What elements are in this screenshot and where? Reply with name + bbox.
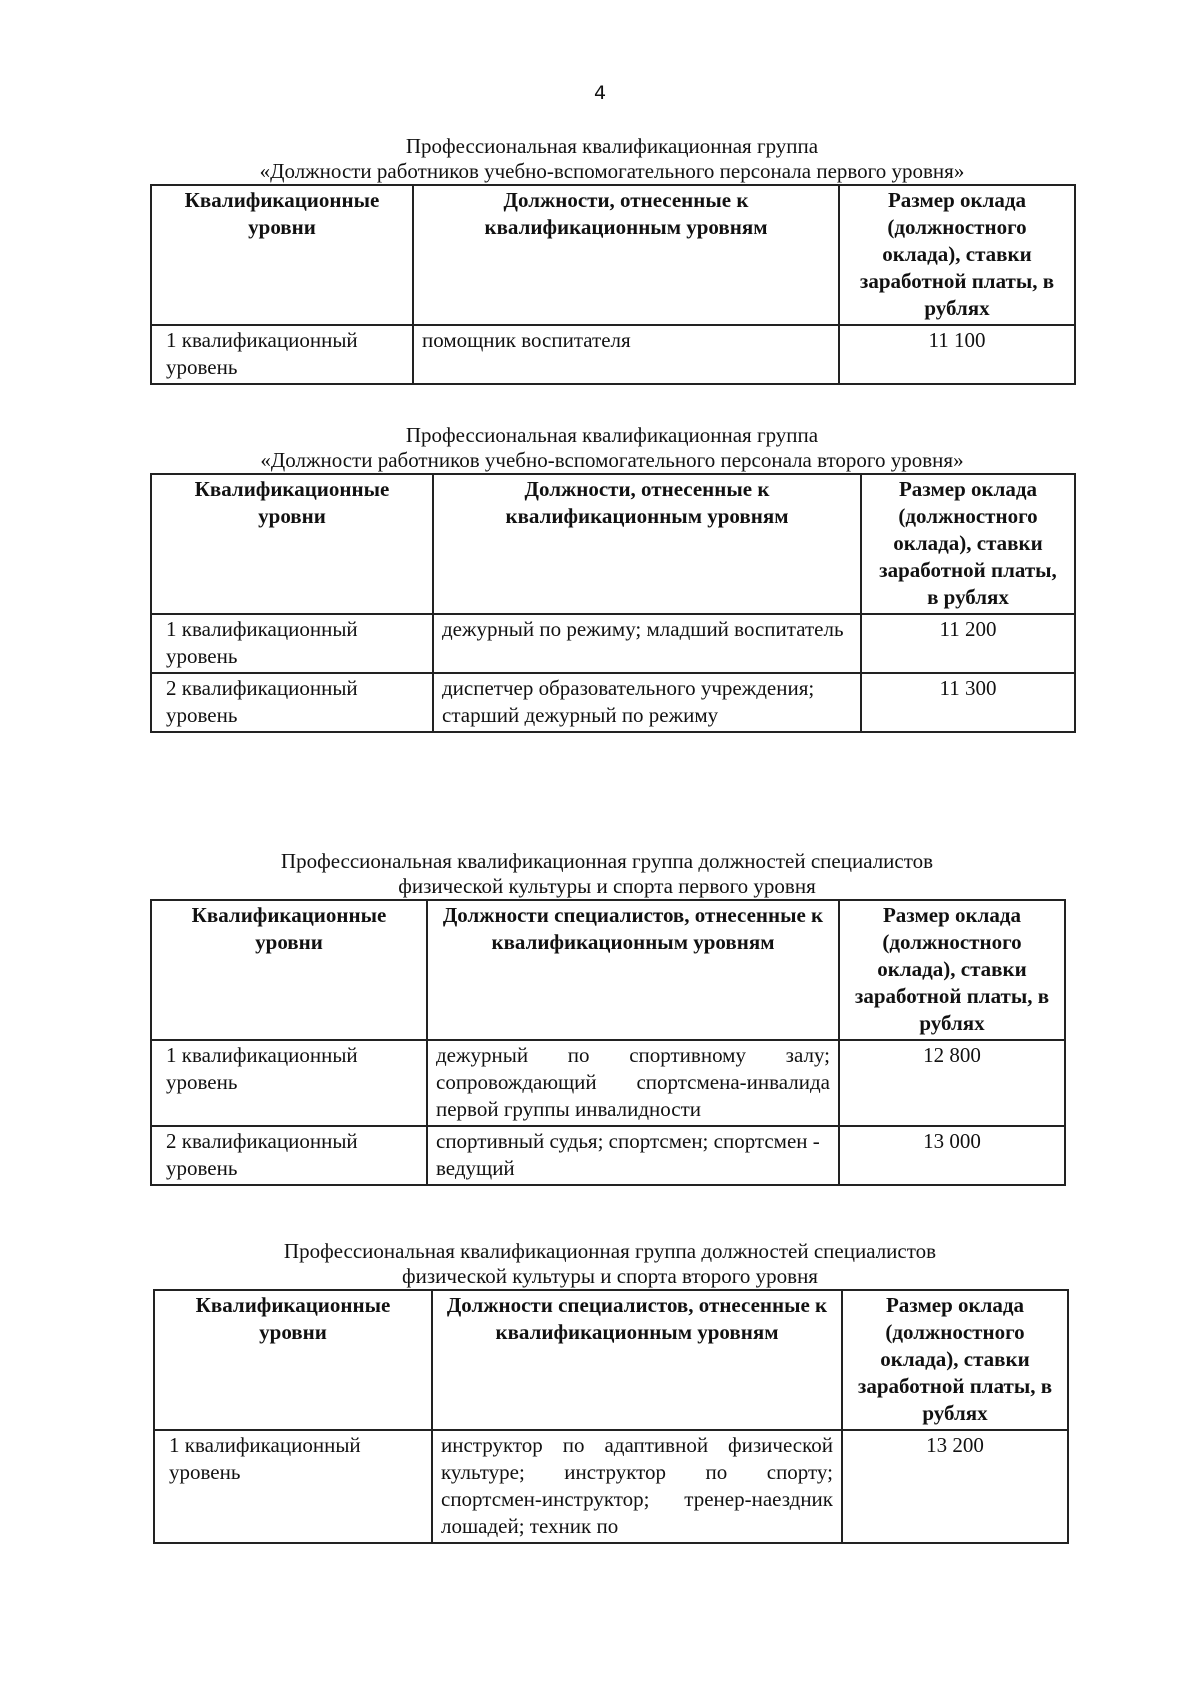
salary-table	[153, 1289, 1069, 1544]
group-title-line: Профессиональная квалификационная группа	[405, 423, 819, 447]
group-title	[140, 134, 1084, 184]
position-line: старший дежурный по режиму	[442, 703, 719, 727]
header-positions: Должности, отнесенные к квалификационным уровням	[433, 474, 861, 614]
cell-positions: спортивный судья; спортсмен; спортсмен - ведущий	[427, 1126, 839, 1185]
page-number: 4	[593, 82, 607, 104]
cell-salary: 11 200	[861, 614, 1075, 673]
group-title-line: физической культуры и спорта второго уровня	[402, 1264, 818, 1288]
group-title	[140, 423, 1084, 473]
cell-positions	[433, 673, 861, 732]
header-salary: Размер оклада (должностного оклада), ставки заработной платы, в рублях	[861, 474, 1075, 614]
header-levels: Квалификационные уровни	[151, 474, 433, 614]
cell-salary: 11 300	[861, 673, 1075, 732]
group-title	[153, 1239, 1067, 1289]
group-title-line: «Должности работников учебно-вспомогательного персонала первого уровня»	[259, 159, 965, 183]
qualification-group-1	[150, 134, 1074, 385]
header-salary: Размер оклада (должностного оклада), ставки заработной платы, в рублях	[842, 1290, 1068, 1430]
group-title-line: Профессиональная квалификационная группа должностей специалистов	[280, 849, 934, 873]
group-title-line: Профессиональная квалификационная группа	[405, 134, 819, 158]
header-salary: Размер оклада (должностного оклада), ставки заработной платы, в рублях	[839, 900, 1065, 1040]
cell-salary: 13 200	[842, 1430, 1068, 1543]
group-title-line: «Должности работников учебно-вспомогательного персонала второго уровня»	[260, 448, 964, 472]
header-positions: Должности специалистов, отнесенные к квалификационным уровням	[427, 900, 839, 1040]
cell-positions: помощник воспитателя	[413, 325, 839, 384]
salary-table	[150, 473, 1076, 733]
salary-table	[150, 899, 1066, 1186]
group-title-line: физической культуры и спорта первого уровня	[398, 874, 816, 898]
cell-salary: 12 800	[839, 1040, 1065, 1126]
cell-salary: 11 100	[839, 325, 1075, 384]
table-row	[151, 673, 1075, 732]
table-header-row	[151, 900, 1065, 1040]
table-row	[154, 1430, 1068, 1543]
header-positions: Должности, отнесенные к квалификационным уровням	[413, 185, 839, 325]
cell-level: 1 квалификационный уровень	[151, 325, 413, 384]
header-levels: Квалификационные уровни	[151, 185, 413, 325]
cell-level: 1 квалификационный уровень	[151, 1040, 427, 1126]
qualification-group-2	[150, 423, 1074, 733]
qualification-group-4	[153, 1239, 1067, 1544]
cell-level: 2 квалификационный уровень	[151, 673, 433, 732]
cell-level: 1 квалификационный уровень	[151, 614, 433, 673]
table-row	[151, 614, 1075, 673]
table-header-row	[154, 1290, 1068, 1430]
table-row	[151, 1126, 1065, 1185]
table-row	[151, 1040, 1065, 1126]
header-salary: Размер оклада (должностного оклада), ставки заработной платы, в рублях	[839, 185, 1075, 325]
header-positions: Должности специалистов, отнесенные к квалификационным уровням	[432, 1290, 842, 1430]
table-header-row	[151, 474, 1075, 614]
cell-salary: 13 000	[839, 1126, 1065, 1185]
cell-positions: дежурный по режиму; младший воспитатель	[433, 614, 861, 673]
header-levels: Квалификационные уровни	[151, 900, 427, 1040]
cell-level: 1 квалификационный уровень	[154, 1430, 432, 1543]
salary-table	[150, 184, 1076, 385]
cell-level: 2 квалификационный уровень	[151, 1126, 427, 1185]
header-levels: Квалификационные уровни	[154, 1290, 432, 1430]
position-line: диспетчер образовательного учреждения;	[442, 676, 815, 700]
group-title-line: Профессиональная квалификационная группа должностей специалистов	[283, 1239, 937, 1263]
group-title	[150, 849, 1064, 899]
table-row	[151, 325, 1075, 384]
table-header-row	[151, 185, 1075, 325]
cell-positions: дежурный по спортивному залу; сопровождающий спортсмена-инвалида первой группы инвалидности	[427, 1040, 839, 1126]
qualification-group-3	[150, 849, 1064, 1186]
cell-positions: инструктор по адаптивной физической культуре; инструктор по спорту; спортсмен-инструктор; тренер-наездник лошадей; техник по	[432, 1430, 842, 1543]
